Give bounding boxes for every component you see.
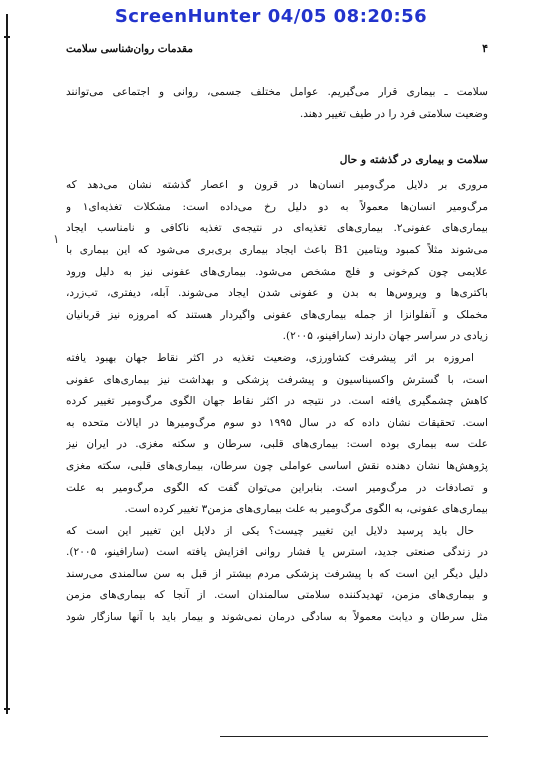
screenshot-watermark: ScreenHunter 04/05 08:20:56 [114,6,428,27]
text-line: است، با گسترش واکسیناسیون و پیشرفت پزشکی و بهداشت نیز بیماری‌های عفونی [66,373,488,386]
text-line: مخملک و آنفلوانزا از جمله بیماری‌های عفونی واگیردار هستند که امروزه نیز قربانیان [66,308,488,321]
text-line: مروری بر دلایل مرگ‌ومیر انسان‌ها در قرون و اعصار گذشته نشان می‌دهد که [66,179,488,192]
paragraph-1 [66,175,488,348]
text-line: کاهش چشمگیری یافته است. در نتیجه در اکثر نقاط جهان الگوی مرگ‌ومیر تغییر کرده [66,395,488,408]
text-line: در زندگی صنعتی جدید، استرس یا فشار روانی افزایش یافته است (سارافینو، ۲۰۰۵). [66,546,488,559]
text-line: می‌شوند مثلاً کمبود ویتامین B1 باعث ایجاد بیماری بری‌بری می‌شود که این بیماری با [66,243,488,256]
intro-paragraph [66,82,488,125]
text-line: حال باید پرسید دلایل این تغییر چیست؟ یکی از دلایل این تغییر این است که [66,524,474,537]
margin-mark: ۱ [53,232,60,246]
book-page [66,40,488,629]
text-line: بیماری‌های عفونی، به الگوی مرگ‌ومیر به علت بیماری‌های مزمن۳ تغییر کرده است. [124,503,488,516]
text-line: باکتری‌ها و ویروس‌ها به بدن و عفونی شدن ایجاد می‌شوند. آبله، دیفتری، تب‌زرد، [66,287,488,300]
binding-tick [4,708,10,710]
scan-binding-edge [6,14,8,714]
text-line: امروزه بر اثر پیشرفت کشاورزی، وضعیت تغذیه در اکثر نقاط جهان بهبود یافته [66,351,474,364]
text-line: است. تحقیقات نشان داده که در سال ۱۹۹۵ دو سوم مرگ‌ومیرها در ایالات متحده به [66,416,488,429]
text-line: وضعیت سلامتی فرد را در طیف تغییر دهند. [299,107,488,120]
text-line: علایمی چون کم‌خونی و فلج مشخص می‌شود. بیماری‌های عفونی نیز به دلیل ورود [66,265,488,278]
text-line: مثل سرطان و دیابت معمولاً به سادگی درمان نمی‌شوند و بیمار باید با آنها سازگار شود [66,611,488,624]
text-line: مرگ‌ومیر انسان‌ها معمولاً به دو دلیل رخ می‌داده است: مشکلات تغذیه‌ای۱ و [66,200,488,213]
text-line: بیماری‌های عفونی۲. بیماری‌های تغذیه‌ای در نتیجه‌ی تغذیه ناکافی و نامناسب ایجاد [66,222,488,235]
text-line: پژوهش‌ها نشان دهنده نقش اساسی عواملی چون سرطان، بیماری‌های قلبی، سکته مغزی [66,459,488,472]
paragraph-3 [66,521,488,629]
page-number: ۴ [482,42,488,55]
text-line: زیادی در سراسر جهان دارند (سارافینو، ۲۰۰۵). [282,330,488,343]
text-line: علت سه بیماری بوده است: بیماری‌های قلبی، سرطان و سکته مغزی. در ایران نیز [66,438,488,451]
text-line: دلیل دیگر این است که با پیشرفت پزشکی مردم بیشتر از قبل به سن سالمندی می‌رسند [66,567,488,580]
running-head-title: مقدمات روان‌شناسی سلامت [66,43,193,55]
text-line: و تصادفات در مرگ‌ومیر است. بنابراین می‌توان گفت که الگوی مرگ‌ومیر به علت [66,481,488,494]
footnote-rule [220,736,488,737]
binding-tick [4,36,10,38]
running-head [66,40,488,58]
text-line: سلامت ـ بیماری قرار می‌گیریم. عوامل مختلف جسمی، روانی و اجتماعی می‌توانند [66,86,488,98]
text-line: و بیماری‌های مزمن، تهدیدکننده سلامتی سالمندان است. از آنجا که بیماری‌های مزمن [66,589,488,602]
paragraph-2 [66,348,488,521]
section-heading: سلامت و بیماری در گذشته و حال [339,154,488,167]
